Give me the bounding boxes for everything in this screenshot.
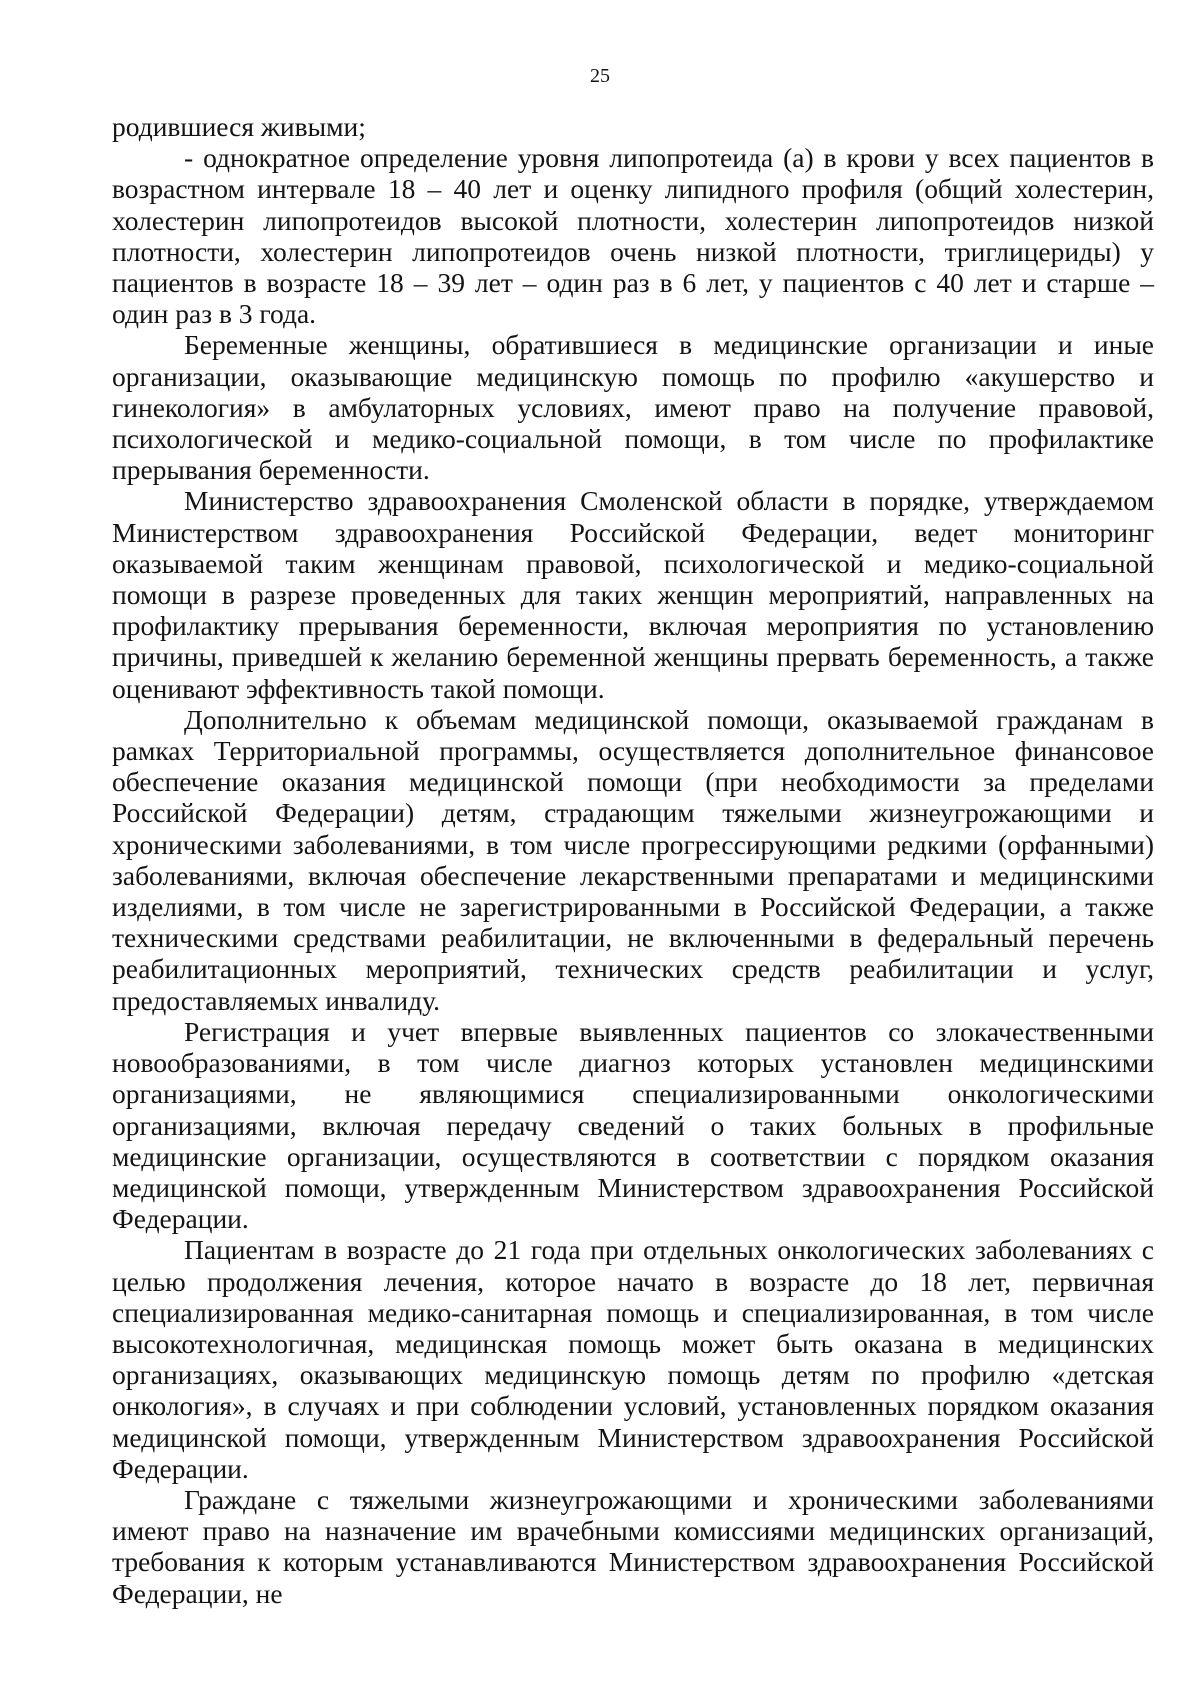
page-number: 25 [590, 65, 610, 87]
paragraph-additional-funding: Дополнительно к объемам медицинской помощи, оказываемой гражданам в рамках Территориальной программы, осуществляется дополнительное финансовое обеспечение оказания медицинской помощи (при необходимости за пределами Российской Федерации) детям, страдающим тяжелыми жизнеугрожающими и хроническими заболеваниями, в том числе прогрессирующими редкими (орфанными) заболеваниями, включая обеспечение лекарственными препаратами и медицинскими изделиями, в том числе не зарегистрированными в Российской Федерации, а также техническими средствами реабилитации, не включенными в федеральный перечень реабилитационных мероприятий, технических средств реабилитации и услуг, предоставляемых инвалиду. [112, 703, 1154, 1016]
paragraph-continuation: родившиеся живыми; [112, 111, 366, 142]
paragraph-young-patients-oncology: Пациентам в возрасте до 21 года при отдельных онкологических заболеваниях с целью продолжения лечения, которое начато в возрасте до 18 лет, первичная специализированная медико-санитарная помощь и специализированная, в том числе высокотехнологичная, медицинская помощь может быть оказана в медицинских организациях, оказывающих медицинскую помощь детям по профилю «детская онкология», в случаях и при соблюдении условий, установленных порядком оказания медицинской помощи, утвержденным Министерством здравоохранения Российской Федерации. [112, 1234, 1154, 1484]
paragraph-lipid-screening: - однократное определение уровня липопротеида (а) в крови у всех пациентов в возрастном интервале 18 – 40 лет и оценку липидного профиля (общий холестерин, холестерин липопротеидов высокой плотности, холестерин липопротеидов низкой плотности, холестерин липопротеидов очень низкой плотности, триглицериды) у пациентов в возрасте 18 – 39 лет – один раз в 6 лет, у пациентов с 40 лет и старше – один раз в 3 года. [112, 142, 1154, 330]
paragraph-oncology-registration: Регистрация и учет впервые выявленных пациентов со злокачественными новообразованиями, в том числе диагноз которых установлен медицинскими организациями, не являющимися специализированными онкологическими организациями, включая передачу сведений о таких больных в профильные медицинские организации, осуществляются в соответствии с порядком оказания медицинской помощи, утвержденным Министерством здравоохранения Российской Федерации. [112, 1015, 1154, 1235]
document-body [112, 111, 1154, 1609]
paragraph-chronic-diseases: Граждане с тяжелыми жизнеугрожающими и хроническими заболеваниями имеют право на назначение им врачебными комиссиями медицинских организаций, требования к которым устанавливаются Министерством здравоохранения Российской Федерации, не [112, 1483, 1154, 1609]
paragraph-pregnant-women: Беременные женщины, обратившиеся в медицинские организации и иные организации, оказывающие медицинскую помощь по профилю «акушерство и гинекология» в амбулаторных условиях, имеют право на получение правовой, психологической и медико-социальной помощи, в том числе по профилактике прерывания беременности. [112, 329, 1154, 486]
paragraph-ministry-monitoring: Министерство здравоохранения Смоленской области в порядке, утверждаемом Министерством здравоохранения Российской Федерации, ведет мониторинг оказываемой таким женщинам правовой, психологической и медико-социальной помощи в разрезе проведенных для таких женщин мероприятий, направленных на профилактику прерывания беременности, включая мероприятия по установлению причины, приведшей к желанию беременной женщины прервать беременность, а также оценивают эффективность такой помощи. [112, 485, 1154, 704]
